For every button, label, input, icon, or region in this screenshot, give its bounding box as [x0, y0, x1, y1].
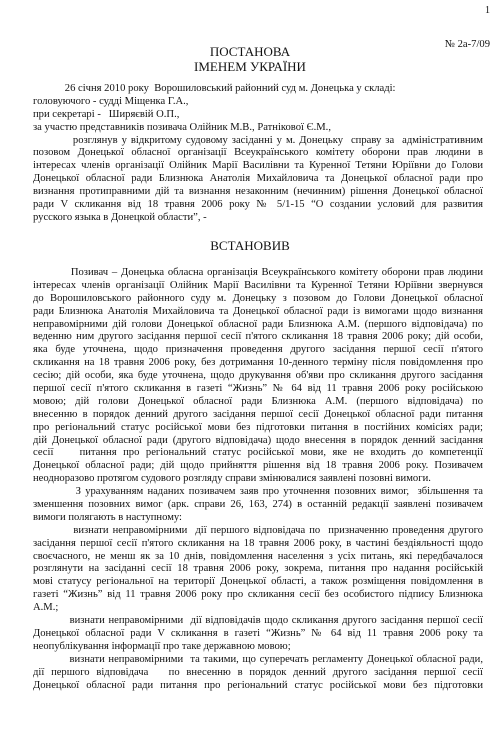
page-number: 1	[485, 5, 490, 16]
body-line: А.М.;	[33, 602, 59, 614]
intro-line: 26 січня 2010 року Ворошиловський районний суд м. Донецька у складі:	[33, 83, 396, 94]
body-line: неопублікування інформації про таке державною мовою;	[33, 640, 291, 652]
document-subtitle: ІМЕНЕМ УКРАЇНИ	[194, 59, 306, 74]
intro-line: позовом Донецької обласної організації Всеукраїнського комітету оборони прав людини в	[33, 147, 483, 159]
intro-line: русского языка в Донецкой области”, -	[33, 211, 207, 223]
body-line: дії першого відповідача по внесенню в порядок денний другого засідання першої сесії	[33, 666, 483, 678]
body-line: ради Близнюка Анатолія Михайловича та Донецької обласної ради із вимогами щодо визнання	[33, 305, 483, 317]
body-line: внесенню в порядок денний другого засідання першої сесії Донецької обласної ради питання	[33, 408, 483, 420]
body-line: мові статусу регіональної на території Донецької області, а також розміщення повідомлення в	[33, 576, 483, 588]
body-line: мовою; дій голови Донецької обласної ради Близнюка А.М. (першого відповідача) по	[33, 395, 483, 407]
body-line: вимоги полягають в наступному:	[33, 511, 183, 523]
intro-line: при секретарі - Ширяєвій О.П.,	[33, 108, 180, 120]
body-line: сесії питання про регіональний статус російської мови, яке не входить до компетенції	[33, 447, 483, 459]
body-line: визнати неправомірними дії першого відповідача по призначенню проведення другого	[33, 524, 483, 536]
body-line: своєчасного, не менш як за 10 днів, повідомлення населення з усіх питань, які передбачалося	[33, 550, 483, 562]
body-line: розглянути на засіданні сесії 18 травня 2006 року, зокрема, питання про надання російській	[33, 563, 483, 575]
body-line: про регіональний статус російської мови без підготовки питання в постійних комісіях ради;	[33, 421, 483, 433]
case-number: № 2а-7/09	[444, 39, 490, 50]
body-line: веденню ним другого засідання першої сесії п'ятого скликання 18 травня 2006 року; дій особи,	[33, 331, 483, 343]
body-line: неодноразово протягом судового розгляду справи змінювалися заявлені позовні вимоги.	[33, 473, 431, 485]
intro-line: інтересах членів організації Олійник Марії Василівни та Куренної Тетяни Юріївни до Голови	[33, 160, 483, 172]
body-line: зменшення позовних вимог (арк. справи 26, 163, 274) в останній редакції заявлені позивачем	[33, 499, 483, 511]
body-line: Донецької обласної ради; дій щодо прийняття рішення від 18 травня 2006 року. Позивачем	[33, 460, 483, 472]
body-line: Позивач – Донецька обласна організація Всеукраїнського комітету оборони прав людини	[33, 267, 483, 278]
intro-line: Донецької обласної ради Близнюка Анатолія Михайловича та Донецької обласної ради про	[33, 173, 483, 185]
body-line: Донецької обласної ради V скликання в газеті “Жизнь” № 64 від 11 травня 2006 року та	[33, 627, 483, 639]
body-section	[33, 267, 483, 692]
body-line: першої сесії п'ятого скликання в газеті “Жизнь” № 64 від 11 травня 2006 року російською	[33, 383, 483, 395]
intro-line: розглянув у відкритому судовому засіданні у м. Донецьку справу за адміністративним	[33, 134, 483, 146]
body-line: неправомірними дій голови Донецької обласної ради Близнюка А.М. (першого відповідача) по	[33, 318, 483, 330]
body-line: Донецької обласної ради питання про регіональний статус російської мови без підготовки	[33, 679, 483, 691]
body-line: дій Донецької обласної ради (другого відповідача) щодо внесення в порядок денний засідання	[33, 434, 483, 446]
body-line: сесію; дій особи, яка буде уточнена, щодо друкування об'яви про скликання другого засідання	[33, 370, 483, 382]
body-line: засідання першої сесії п'ятого скликання на 18 травня 2006 року, в частині бездіяльності щодо	[33, 537, 483, 549]
body-line: скликання на 18 травня 2006 року, без дотримання 10-денного терміну після повідомлення про	[33, 357, 483, 369]
body-line: визнати неправомірними та такими, що суперечать регламенту Донецької обласної ради,	[33, 653, 483, 665]
body-line: визнати неправомірними дії відповідачів щодо скликання другого засідання першої сесії	[33, 615, 483, 627]
intro-line: ради V скликання від 18 травня 2006 року № 5/1-15 “О создании условий для развития	[33, 199, 483, 211]
body-line: газеті “Жизнь” від 11 травня 2006 року про скликання сесії без особистого підпису Близнюка	[33, 589, 483, 601]
intro-line: за участю представників позивача Олійник М.В., Ратнікової Є.М.,	[33, 121, 331, 133]
intro-line: головуючого - судді Міщенка Г.А.,	[33, 95, 189, 107]
body-line: З урахуванням наданих позивачем заяв про уточнення позовних вимог, збільшення та	[33, 486, 483, 498]
document-title: ПОСТАНОВА	[209, 44, 291, 59]
body-line: до Ворошиловського районного суду м. Донецьку з позовом до Голови Донецької обласної	[33, 292, 483, 304]
intro-section	[33, 83, 483, 225]
intro-line: визнання протиправними дій та визнання незаконним (нечинним) рішення Донецької обласної	[33, 186, 483, 198]
body-line: яка буде уточнена, щодо призначення проведення другого засідання першої сесії п'ятого	[33, 344, 483, 356]
body-line: інтересах членів організації Олійник Марії Василівни та Куренної Тетяни Юріївни звернувся	[33, 279, 483, 291]
section-heading: ВСТАНОВИВ	[210, 238, 290, 253]
